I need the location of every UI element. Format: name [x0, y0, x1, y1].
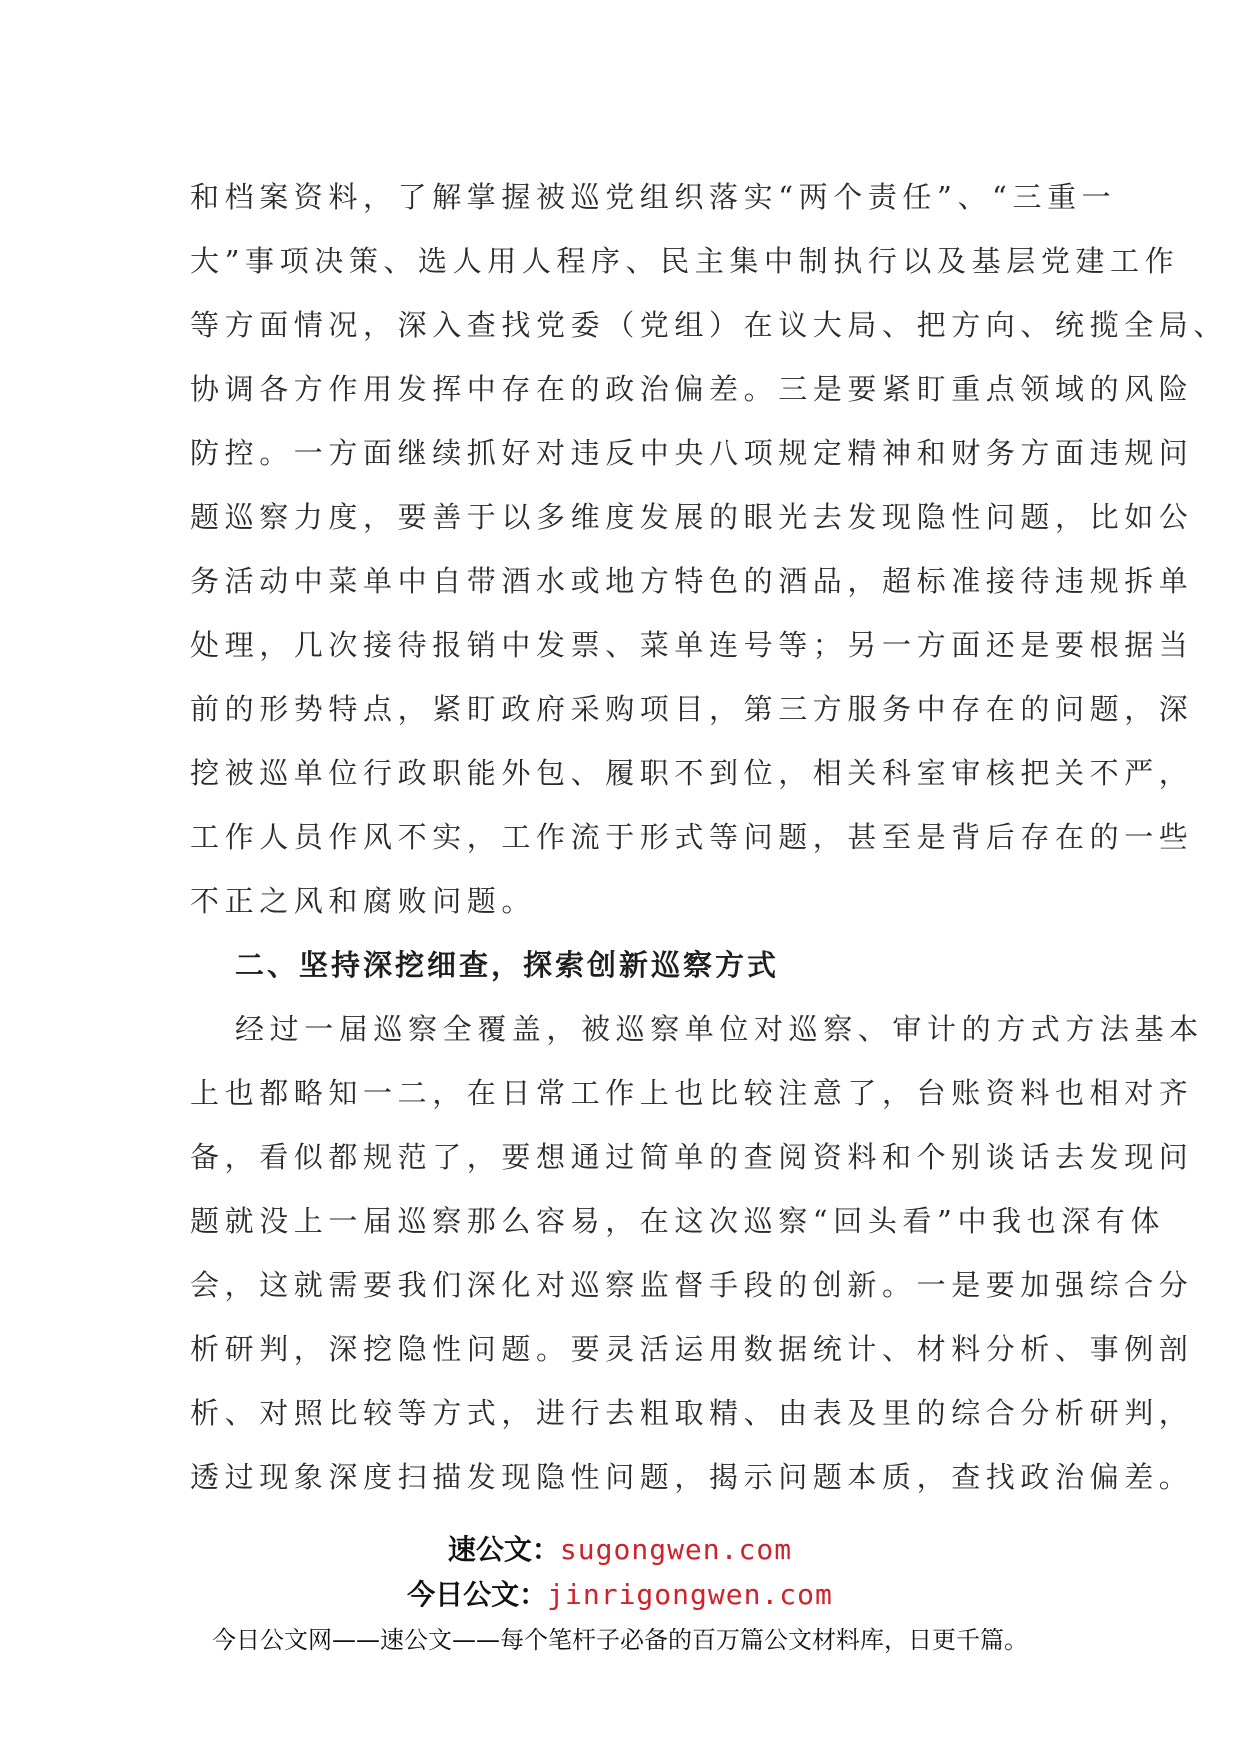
paragraph-line: 题就没上一届巡察那么容易，在这次巡察“回头看”中我也深有体 — [190, 1204, 1166, 1238]
footer-site-1-link[interactable]: sugongwen.com — [559, 1533, 793, 1566]
paragraph-line: 透过现象深度扫描发现隐性问题，揭示问题本质，查找政治偏差。 — [190, 1460, 1194, 1494]
paragraph-line: 工作人员作风不实，工作流于形式等问题，甚至是背后存在的一些 — [190, 820, 1194, 854]
footer-site-1-label: 速公文： — [447, 1533, 560, 1566]
paragraph-line: 处理，几次接待报销中发票、菜单连号等；另一方面还是要根据当 — [190, 628, 1194, 662]
paragraph-line: 挖被巡单位行政职能外包、履职不到位，相关科室审核把关不严， — [190, 756, 1194, 790]
paragraph-line: 不正之风和腐败问题。 — [190, 884, 537, 918]
paragraph-line: 会，这就需要我们深化对巡察监督手段的创新。一是要加强综合分 — [190, 1268, 1194, 1302]
footer-site-2 — [0, 1573, 1240, 1613]
paragraph-line: 等方面情况，深入查找党委（党组）在议大局、把方向、统揽全局、 — [190, 308, 1229, 342]
paragraph-line: 防控。一方面继续抓好对违反中央八项规定精神和财务方面违规问 — [190, 436, 1194, 470]
paragraph-line: 析、对照比较等方式，进行去粗取精、由表及里的综合分析研判， — [190, 1396, 1194, 1430]
paragraph-line: 上也都略知一二，在日常工作上也比较注意了，台账资料也相对齐 — [190, 1076, 1194, 1110]
paragraph-line: 前的形势特点，紧盯政府采购项目，第三方服务中存在的问题，深 — [190, 692, 1194, 726]
footer-site-2-link[interactable]: jinrigongwen.com — [547, 1578, 833, 1611]
section-heading: 二、坚持深挖细查，探索创新巡察方式 — [235, 948, 780, 982]
footer-site-2-label: 今日公文： — [407, 1578, 548, 1611]
paragraph-line: 协调各方作用发挥中存在的政治偏差。三是要紧盯重点领域的风险 — [190, 372, 1194, 406]
paragraph-line: 务活动中菜单中自带酒水或地方特色的酒品，超标准接待违规拆单 — [190, 564, 1194, 598]
paragraph-line: 大”事项决策、选人用人程序、民主集中制执行以及基层党建工作 — [190, 244, 1180, 278]
footer-slogan: 今日公文网——速公文——每个笔杆子必备的百万篇公文材料库，日更千篇。 — [212, 1626, 1028, 1654]
paragraph-line: 题巡察力度，要善于以多维度发展的眼光去发现隐性问题，比如公 — [190, 500, 1194, 534]
paragraph-line: 经过一届巡察全覆盖，被巡察单位对巡察、审计的方式方法基本 — [235, 1012, 1204, 1046]
paragraph-line: 备，看似都规范了，要想通过简单的查阅资料和个别谈话去发现问 — [190, 1140, 1194, 1174]
document-body — [190, 165, 1229, 1509]
footer-site-1 — [0, 1528, 1240, 1568]
paragraph-line: 和档案资料，了解掌握被巡党组织落实“两个责任”、“三重一 — [190, 180, 1117, 214]
paragraph-line: 析研判，深挖隐性问题。要灵活运用数据统计、材料分析、事例剖 — [190, 1332, 1194, 1366]
